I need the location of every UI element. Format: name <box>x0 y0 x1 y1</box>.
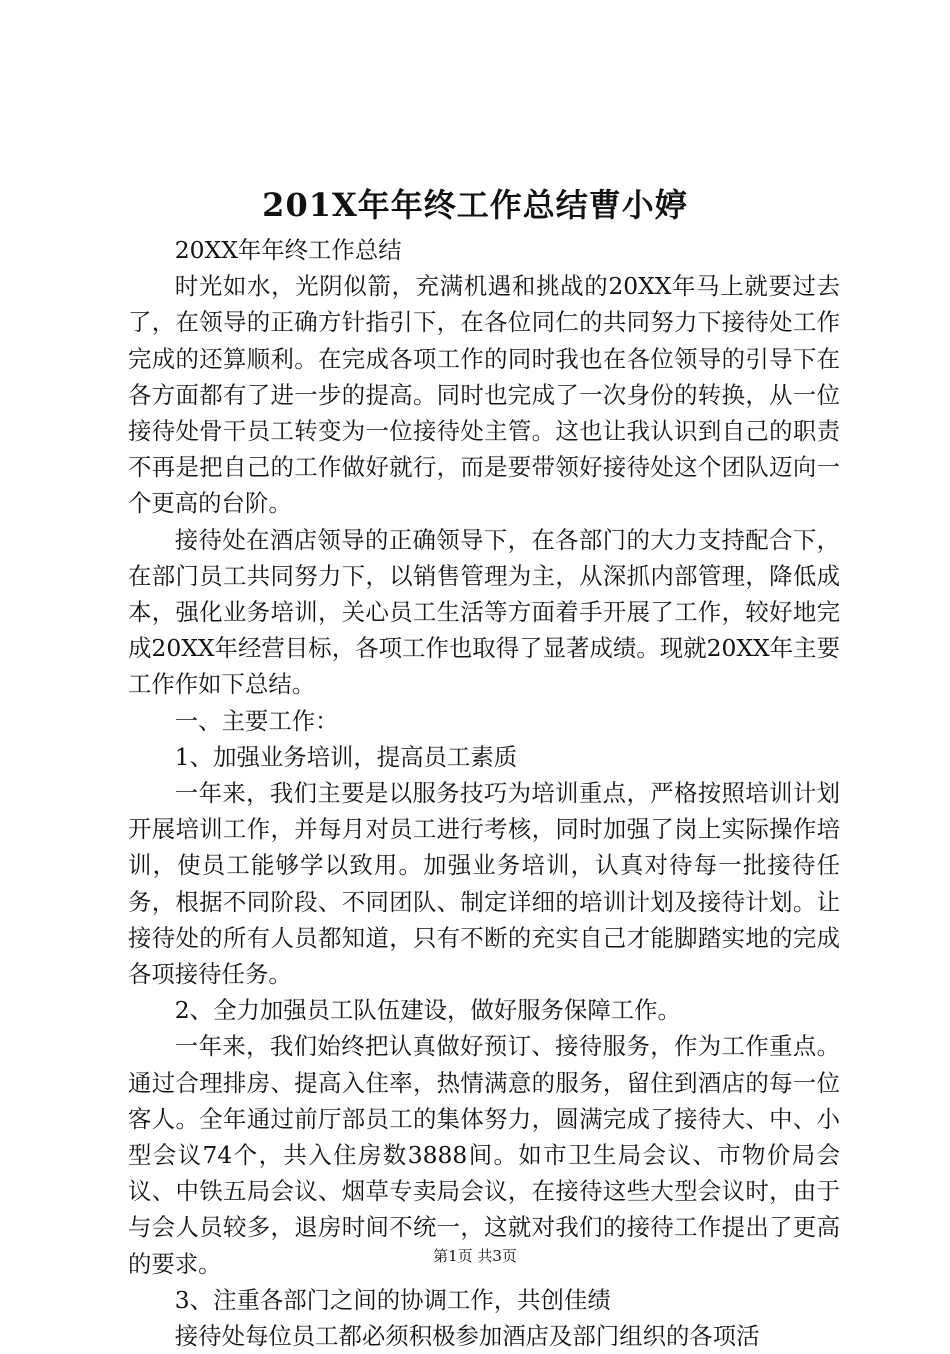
paragraph: 接待处在酒店领导的正确领导下，在各部门的大力支持配合下，在部门员工共同努力下，以销售管理为主，从深抓内部管理，降低成本，强化业务培训，关心员工生活等方面着手开展了工作，较好地完成20XX年经营目标，各项工作也取得了显著成绩。现就20XX年主要工作作如下总结。 <box>128 525 840 699</box>
paragraph: 一年来，我们始终把认真做好预订、接待服务，作为工作重点。通过合理排房、提高入住率，热情满意的服务，留住到酒店的每一位客人。全年通过前厅部员工的集体努力，圆满完成了接待大、中、小型会议74个，共入住房数3888间。如市卫生局会议、市物价局会议、中铁五局会议、烟草专卖局会议，在接待这些大型会议时，由于与会人员较多，退房时间不统一，这就对我们的接待工作提出了更高的要求。 <box>128 1032 840 1278</box>
paragraph: 一年来，我们主要是以服务技巧为培训重点，严格按照培训计划开展培训工作，并每月对员工进行考核，同时加强了岗上实际操作培训，使员工能够学以致用。加强业务培训，认真对待每一批接待任务，根据不同阶段、不同团队、制定详细的培训计划及接待计划。让接待处的所有人员都知道，只有不断的充实自己才能脚踏实地的完成各项接待任务。 <box>128 779 840 989</box>
subsection-heading: 3、注重各部门之间的协调工作，共创佳绩 <box>174 1285 611 1314</box>
document-body <box>128 232 840 1354</box>
page-footer: 第1页 共3页 <box>433 1247 517 1265</box>
document-title: 201X年年终工作总结曹小婷 <box>262 186 688 224</box>
subsection-heading: 1、加强业务培训，提高员工素质 <box>174 742 518 771</box>
section-heading: 一、主要工作： <box>174 706 339 735</box>
paragraph-heading: 20XX年年终工作总结 <box>174 236 402 264</box>
subsection-heading: 2、全力加强员工队伍建设，做好服务保障工作。 <box>174 996 681 1025</box>
paragraph: 时光如水，光阴似箭，充满机遇和挑战的20XX年马上就要过去了，在领导的正确方针指引下，在各位同仁的共同努力下接待处工作完成的还算顺利。在完成各项工作的同时我也在各位领导的引导下在各方面都有了进一步的提高。同时也完成了一次身份的转换，从一位接待处骨干员工转变为一位接待处主管。这也让我认识到自己的职责不再是把自己的工作做好就行，而是要带领好接待处这个团队迈向一个更高的台阶。 <box>128 272 840 518</box>
paragraph: 接待处每位员工都必须积极参加酒店及部门组织的各项活 <box>174 1322 760 1351</box>
